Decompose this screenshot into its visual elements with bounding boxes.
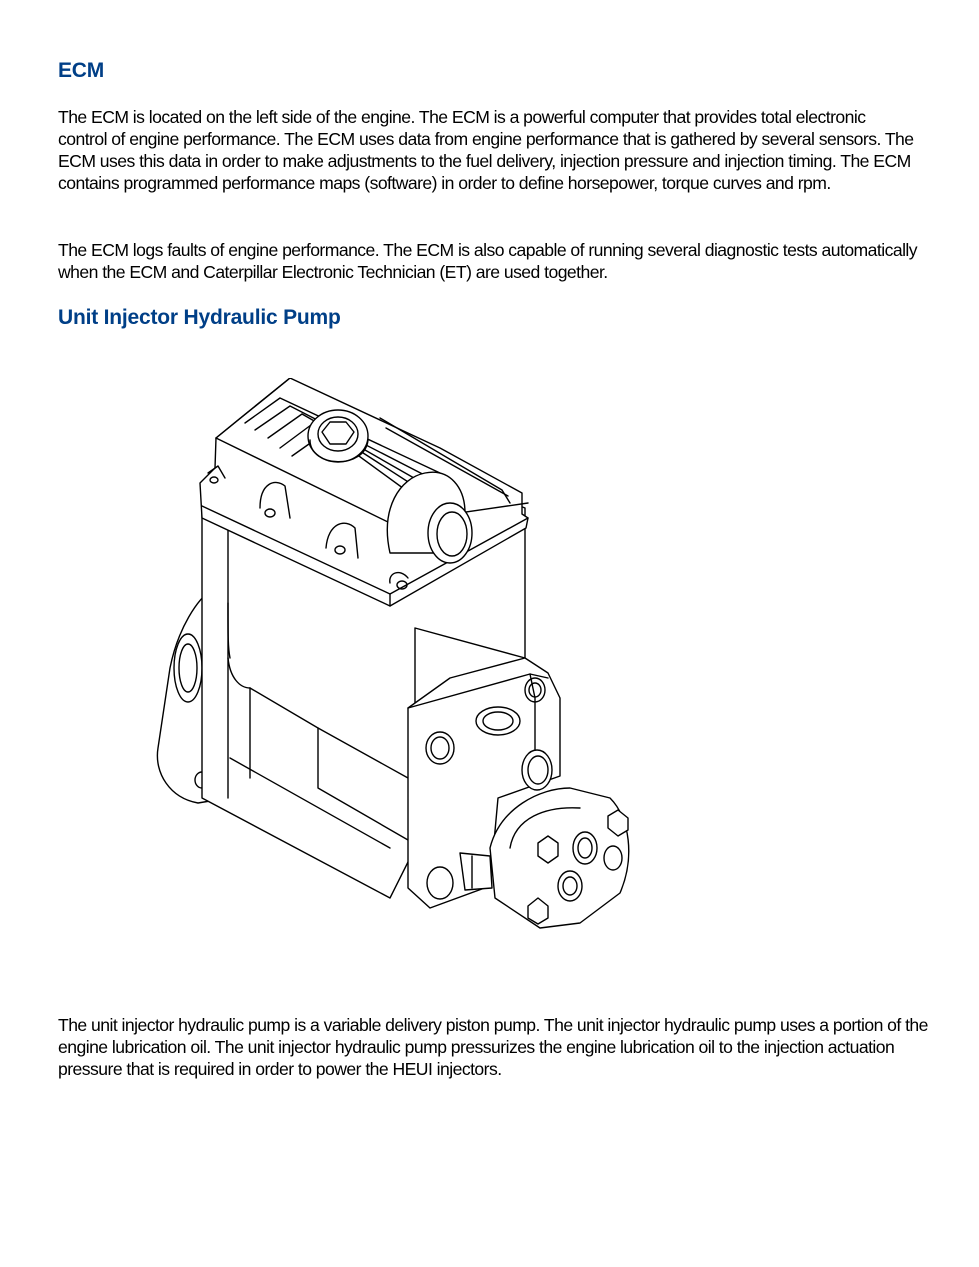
pump-paragraph: The unit injector hydraulic pump is a variable delivery piston pump. The unit injector hydraulic pump uses a portion of the engine lubrication oil. The unit injector hydraulic pump pressurizes the engine lubrication oil to the injection actuation pressure that is required in order to power the HEUI injectors. bbox=[58, 1015, 928, 1079]
ecm-paragraph-2: The ECM logs faults of engine performance. The ECM is also capable of running several diagnostic tests automatically when the ECM and Caterpillar Electronic Technician (ET) are used together. bbox=[58, 240, 918, 282]
ecm-paragraph-1: The ECM is located on the left side of the engine. The ECM is a powerful computer that provides total electronic control of engine performance. The ECM uses data from engine performance that is gathered by several sensors. The ECM uses this data in order to make adjustments to the fuel delivery, injection pressure and injection timing. The ECM contains programmed performance maps (software) in order to define horsepower, torque curves and rpm. bbox=[58, 107, 914, 193]
hydraulic-pump-icon bbox=[150, 378, 640, 938]
hydraulic-pump-illustration bbox=[150, 378, 640, 938]
pump-heading: Unit Injector Hydraulic Pump bbox=[58, 306, 341, 329]
ecm-heading: ECM bbox=[58, 59, 105, 82]
